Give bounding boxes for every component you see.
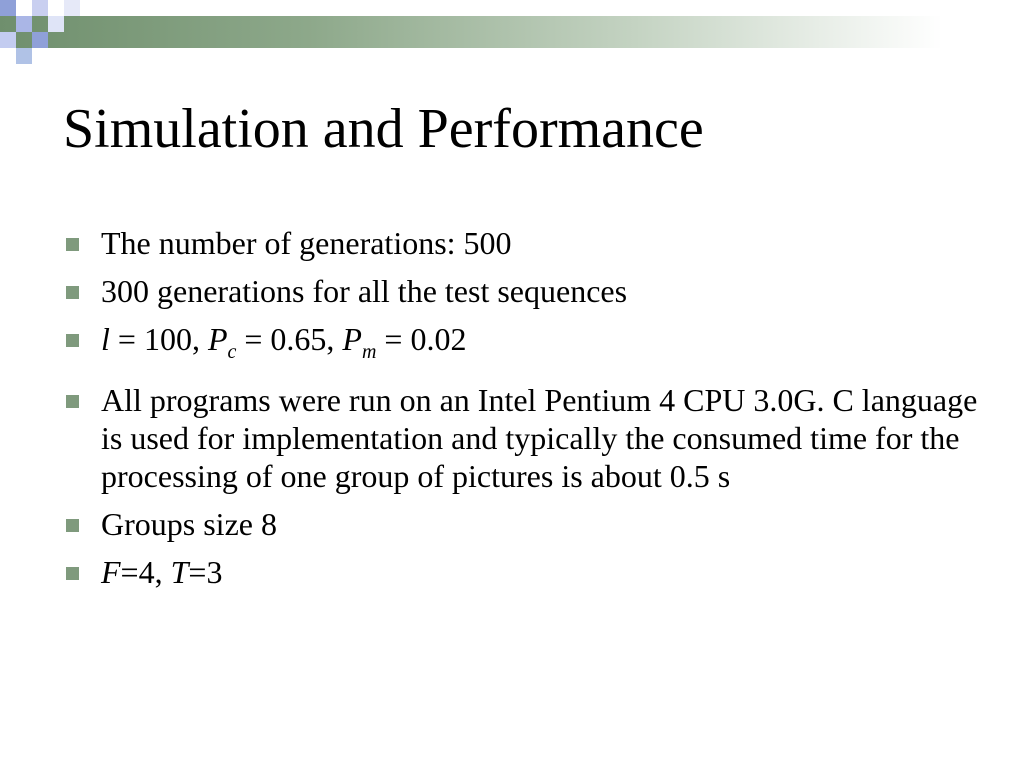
square-bullet-icon — [66, 395, 79, 408]
param-pc-subscript: c — [227, 341, 237, 363]
param-pm-symbol: P — [342, 321, 362, 357]
param-pm-value: = 0.02 — [376, 321, 467, 357]
square-bullet-icon — [66, 567, 79, 580]
bullet-list — [0, 224, 1024, 601]
param-t-value: =3 — [188, 554, 223, 590]
deco-square — [16, 48, 32, 64]
square-bullet-icon — [66, 519, 79, 532]
bullet-item-test-sequences — [0, 272, 1024, 310]
bullet-item-generations — [0, 224, 1024, 262]
deco-square — [0, 32, 16, 48]
square-bullet-icon — [66, 334, 79, 347]
square-bullet-icon — [66, 238, 79, 251]
square-bullet-icon — [66, 286, 79, 299]
param-l-symbol: l — [101, 321, 110, 357]
param-f-symbol: F — [101, 554, 121, 590]
bullet-text: All programs were run on an Intel Pentium 4 CPU 3.0G. C language is used for implementation and typically the consumed time for the processing of one group of pictures is about 0.5 s — [101, 382, 978, 494]
deco-square — [64, 0, 80, 16]
deco-square — [32, 0, 48, 16]
param-pc-value: = 0.65, — [236, 321, 343, 357]
bullet-item-f-t — [0, 553, 1024, 591]
deco-square — [0, 0, 16, 16]
deco-square — [48, 16, 64, 32]
param-pc-symbol: P — [207, 321, 228, 357]
bullet-item-parameters — [0, 320, 1024, 371]
bullet-text: Groups size 8 — [101, 506, 277, 542]
param-t-symbol: T — [170, 554, 189, 590]
deco-square — [32, 32, 48, 48]
param-f-value: =4, — [120, 554, 171, 590]
bullet-item-platform — [0, 381, 1024, 495]
deco-square — [16, 16, 32, 32]
header-gradient-band — [0, 16, 1024, 48]
slide-title: Simulation and Performance — [63, 98, 704, 160]
bullet-item-group-size — [0, 505, 1024, 543]
bullet-text: The number of generations: 500 — [101, 225, 512, 261]
param-pm-subscript: m — [361, 341, 377, 363]
corner-squares-decoration — [0, 0, 80, 64]
param-l-value: = 100, — [109, 321, 208, 357]
bullet-text: 300 generations for all the test sequences — [101, 273, 628, 309]
